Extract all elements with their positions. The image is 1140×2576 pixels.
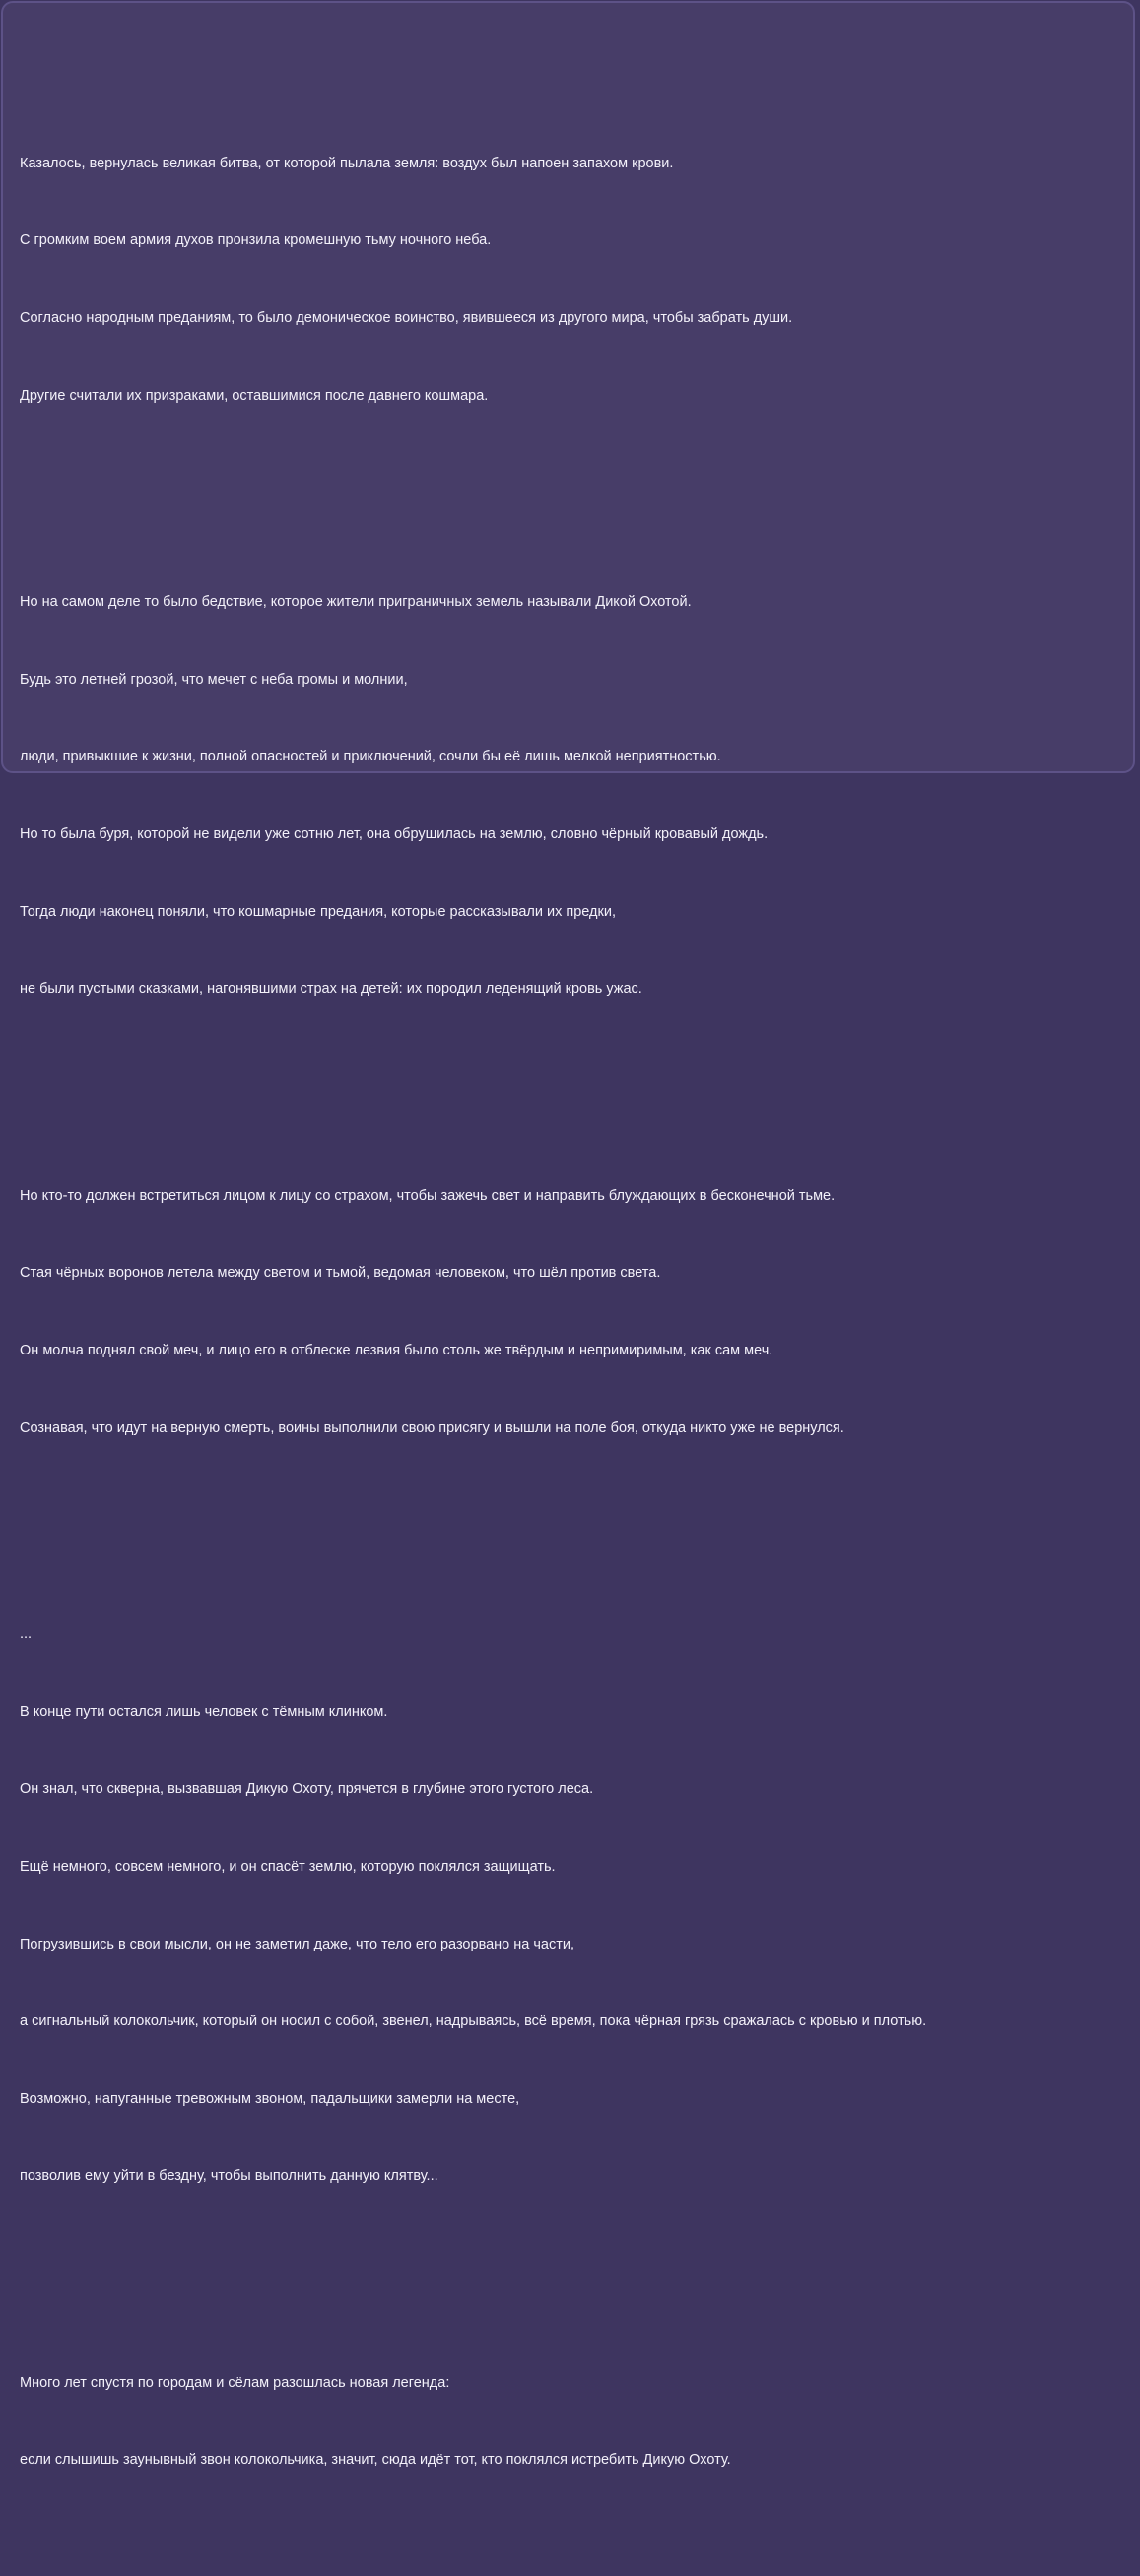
text-line: ... — [20, 1626, 33, 1643]
text-line: если слышишь заунывный звон колокольчика, значит, сюда идёт тот, кто поклялся истребить Дикую Охоту. — [20, 2452, 731, 2469]
text-line: Но то была буря, которой не видели уже сотню лет, она обрушилась на землю, словно чёрный кровавый дождь. — [20, 826, 769, 842]
text-line: Погрузившись в свои мысли, он не заметил даже, что тело его разорвано на части, — [20, 1936, 575, 1952]
text-line: Другие считали их призраками, оставшимися после давнего кошмара. — [20, 387, 489, 404]
text-line: Будь это летней грозой, что мечет с неба громы и молнии, — [20, 671, 408, 688]
text-line: позволив ему уйти в бездну, чтобы выполнить данную клятву... — [20, 2168, 438, 2185]
text-line: Сознавая, что идут на верную смерть, воины выполнили свою присягу и вышли на поле боя, откуда никто уже не вернулся. — [20, 1420, 844, 1436]
text-line: Он знал, что скверна, вызвавшая Дикую Охоту, прячется в глубине этого густого леса. — [20, 1781, 594, 1798]
paragraph — [20, 2318, 926, 2525]
text-line: Много лет спустя по городам и сёлам разошлась новая легенда: — [20, 2374, 450, 2391]
text-line: Согласно народным преданиям, то было демоническое воинство, явившееся из другого мира, чтобы забрать души. — [20, 310, 793, 326]
text-line: а сигнальный колокольчик, который он носил с собой, звенел, надрываясь, всё время, пока чёрная грязь сражалась с кровью и плотью. — [20, 2014, 927, 2030]
paragraph — [20, 538, 926, 1054]
text-line: Но на самом деле то было бедствие, которое жители приграничных земель называли Дикой Охотой. — [20, 594, 692, 611]
text-line: не были пустыми сказками, нагонявшими страх на детей: их породил леденящий кровь ужас. — [20, 981, 642, 998]
text-line: Возможно, напуганные тревожным звоном, падальщики замерли на месте, — [20, 2090, 520, 2107]
text-line: Тогда люди наконец поняли, что кошмарные предания, которые рассказывали их предки, — [20, 903, 616, 920]
paragraph — [20, 1570, 926, 2241]
text-line: С громким воем армия духов пронзила кромешную тьму ночного неба. — [20, 232, 492, 249]
text-line: Он молча поднял свой меч, и лицо его в отблеске лезвия было столь же твёрдым и непримиримым, как сам меч. — [20, 1342, 773, 1358]
text-line: Стая чёрных воронов летела между светом и тьмой, ведомая человеком, что шёл против света. — [20, 1265, 661, 1282]
text-line: Но кто-то должен встретиться лицом к лицу со страхом, чтобы зажечь свет и направить блуждающих в бесконечной тьме. — [20, 1187, 836, 1204]
paragraph — [20, 1131, 926, 1492]
text-line: Ещё немного, совсем немного, и он спасёт землю, которую поклялся защищать. — [20, 1858, 556, 1875]
paragraph — [20, 99, 926, 460]
story-text — [20, 47, 926, 2576]
text-line: В конце пути остался лишь человек с тёмным клинком. — [20, 1703, 388, 1720]
text-line: люди, привыкшие к жизни, полной опасностей и приключений, сочли бы её лишь мелкой неприятностью. — [20, 749, 721, 765]
text-line: Казалось, вернулась великая битва, от которой пылала земля: воздух был напоен запахом крови. — [20, 155, 674, 171]
story-panel — [1, 1, 1135, 2469]
